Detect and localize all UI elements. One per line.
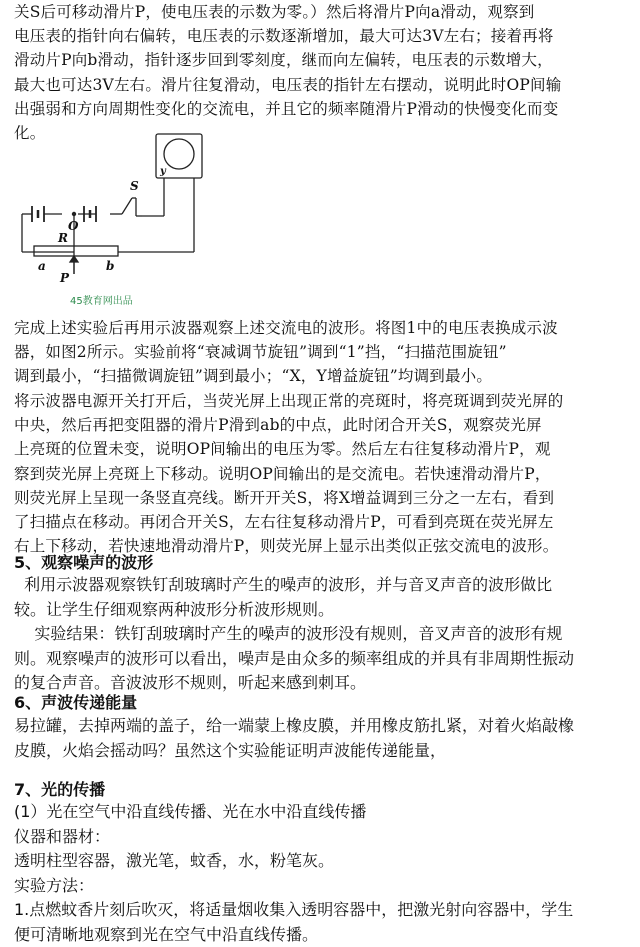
text-line: 上亮斑的位置未变，说明OP间输出的电压为零。然后左右往复移动滑片P，观 [14,437,626,461]
section-5-paragraph-1 [14,573,626,622]
text-line: 透明柱型容器，激光笔，蚊香，水，粉笔灰。 [14,849,626,874]
text-line: 滑动片P向b滑动，指针逐步回到零刻度，继而向左偏转，电压表的示数增大， [14,48,626,72]
label-y: y [159,166,167,177]
text-line: 完成上述实验后再用示波器观察上述交流电的波形。将图1中的电压表换成示波 [14,316,626,340]
text-line: 中央，然后再把变阻器的滑片P滑到ab的中点，此时闭合开关S，观察荧光屏 [14,413,626,437]
circuit-diagram [14,132,214,297]
text-line: 利用示波器观察铁钉刮玻璃时产生的噪声的波形，并与音叉声音的波形做比 [14,573,626,598]
text-line: 化。 [14,121,626,145]
text-line: 则。观察噪声的波形可以看出，噪声是由众多的频率组成的并具有非周期性振动 [14,647,626,672]
text-line: 1.点燃蚊香片刻后吹灭，将适量烟收集入透明容器中，把激光射向容器中，学生 [14,898,626,923]
section-5-heading: 5、观察噪声的波形 [14,550,153,573]
text-line: 了扫描点在移动。再闭合开关S，左右往复移动滑片P，可看到亮斑在荧光屏左 [14,510,626,534]
text-line: 便可清晰地观察到光在空气中沿直线传播。 [14,923,626,947]
intro-paragraph [14,0,626,145]
oscilloscope-paragraph-1 [14,316,626,389]
section-7-body [14,800,626,947]
text-line: 的复合声音。音波波形不规则，听起来感到刺耳。 [14,671,626,696]
section-7-heading: 7、光的传播 [14,777,105,800]
label-p: P [59,271,70,285]
watermark: 45教育网出品 [70,292,133,307]
label-r: R [57,231,68,245]
section-6-heading: 6、声波传递能量 [14,690,137,713]
text-line: 调到最小，“扫描微调旋钮”调到最小；“X，Y增益旋钮”均调到最小。 [14,364,626,388]
meter-screen [164,139,194,169]
text-line: 将示波器电源开关打开后，当荧光屏上出现正常的亮斑时，将亮斑调到荧光屏的 [14,389,626,413]
text-line: 最大也可达3V左右。滑片往复滑动，电压表的指针左右摆动，说明此时OP间输 [14,73,626,97]
text-line: (1）光在空气中沿直线传播、光在水中沿直线传播 [14,800,626,825]
text-line: 仪器和器材： [14,825,626,850]
rheostat [34,246,118,256]
text-line: 实验方法： [14,874,626,899]
oscilloscope-paragraph-2 [14,389,626,558]
text-line: 器，如图2所示。实验前将“衰减调节旋钮”调到“1”挡，“扫描范围旋钮” [14,340,626,364]
text-line: 右上下移动，若快速地滑动滑片P，则荧光屏上显示出类似正弦交流电的波形。 [14,534,626,558]
text-line: 电压表的指针向右偏转，电压表的示数逐渐增加，最大可达3V左右；接着再将 [14,24,626,48]
label-s: S [130,179,139,193]
label-b: b [106,259,114,273]
text-line: 皮膜，火焰会摇动吗？虽然这个实验能证明声波能传递能量， [14,739,626,764]
label-a: a [38,259,46,273]
text-line: 实验结果：铁钉刮玻璃时产生的噪声的波形没有规则，音叉声音的波形有规 [14,622,626,647]
text-line: 察到荧光屏上亮斑上下移动。说明OP间输出的是交流电。若快速滑动滑片P， [14,462,626,486]
label-o: O [68,219,79,233]
section-6-paragraph [14,714,626,763]
text-line: 较。让学生仔细观察两种波形分析波形规则。 [14,598,626,623]
text-line: 易拉罐，去掉两端的盖子，给一端蒙上橡皮膜，并用橡皮筋扎紧，对着火焰敲橡 [14,714,626,739]
text-line: 出强弱和方向周期性变化的交流电，并且它的频率随滑片P滑动的快慢变化而变 [14,97,626,121]
section-5-paragraph-2 [14,622,626,696]
text-line: 关S后可移动滑片P，使电压表的示数为零。）然后将滑片P向a滑动，观察到 [14,0,626,24]
text-line: 则荧光屏上呈现一条竖直亮线。断开开关S，将X增益调到三分之一左右，看到 [14,486,626,510]
